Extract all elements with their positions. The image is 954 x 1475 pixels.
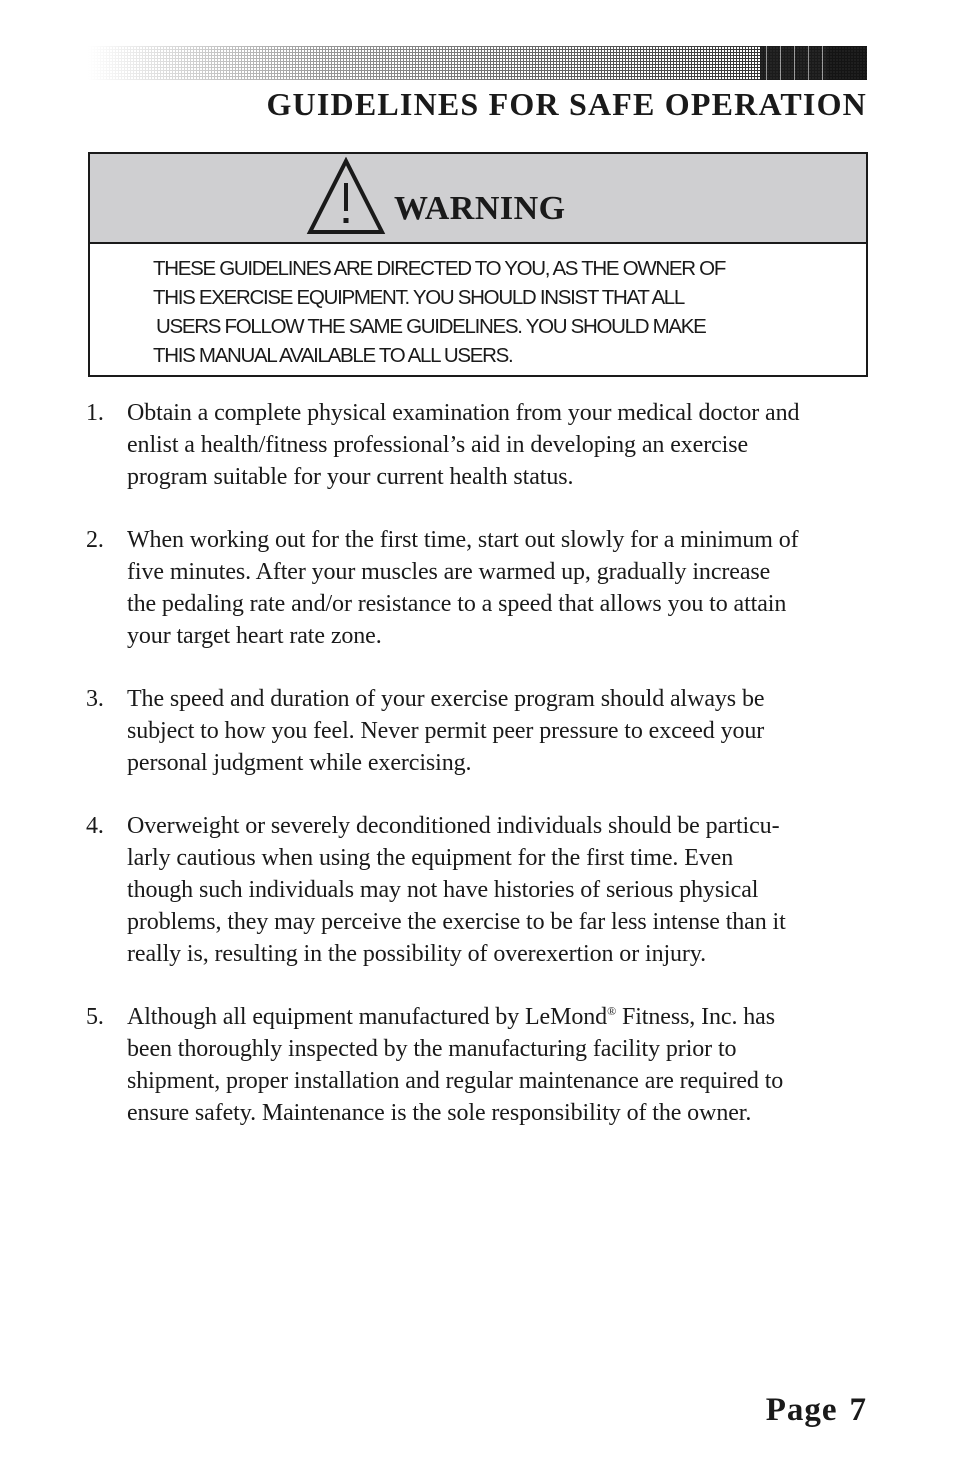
guideline-item (86, 397, 876, 493)
guideline-item (86, 683, 876, 779)
warning-triangle-icon (306, 157, 386, 235)
header-halftone-bar (88, 46, 867, 80)
guideline-line: ensure safety. Maintenance is the sole responsibility of the owner. (127, 1100, 752, 1126)
warning-line: THESE GUIDELINES ARE DIRECTED TO YOU, AS THE OWNER OF (153, 257, 726, 280)
guideline-line: really is, resulting in the possibility of overexertion or injury. (127, 941, 707, 967)
page-number (766, 1392, 867, 1429)
guideline-item (86, 524, 876, 652)
guideline-line: personal judgment while exercising. (127, 750, 472, 776)
guideline-line (127, 1001, 876, 1033)
registered-mark: ® (607, 1004, 617, 1018)
guideline-line: problems, they may perceive the exercise to be far less intense than it (127, 909, 786, 935)
guideline-item (86, 1001, 876, 1129)
guideline-line: shipment, proper installation and regular maintenance are required to (127, 1068, 784, 1094)
warning-title: WARNING (394, 190, 566, 227)
guideline-line: though such individuals may not have histories of serious physical (127, 877, 759, 903)
page-number-value: 7 (849, 1392, 867, 1428)
warning-line: THIS MANUAL AVAILABLE TO ALL USERS. (153, 344, 513, 367)
section-title: GUIDELINES FOR SAFE OPERATION (266, 86, 867, 122)
guideline-line: When working out for the first time, start out slowly for a minimum of (127, 527, 799, 553)
guideline-line: enlist a health/fitness professional’s aid in developing an exercise (127, 432, 749, 458)
guideline-line: program suitable for your current health status. (127, 464, 574, 490)
guideline-line: Obtain a complete physical examination from your medical doctor and (127, 400, 800, 426)
warning-line: THIS EXERCISE EQUIPMENT. YOU SHOULD INSIST THAT ALL (153, 286, 685, 309)
guideline-number: 2. (86, 527, 104, 553)
guideline-line: Overweight or severely deconditioned individuals should be particu- (127, 813, 780, 839)
guideline-text: Although all equipment manufactured by LeMond (127, 1004, 608, 1030)
page-label: Page (765, 1392, 838, 1428)
header-solid-bar (760, 46, 867, 80)
guideline-number: 1. (86, 400, 104, 426)
guideline-number: 5. (86, 1004, 104, 1030)
guideline-line: larly cautious when using the equipment for the first time. Even (127, 845, 734, 871)
guideline-line: the pedaling rate and/or resistance to a speed that allows you to attain (127, 591, 787, 617)
guideline-text: Fitness, Inc. has (616, 1004, 775, 1030)
warning-text (153, 254, 843, 370)
guideline-line: been thoroughly inspected by the manufacturing facility prior to (127, 1036, 737, 1062)
guideline-number: 3. (86, 686, 104, 712)
guideline-line: your target heart rate zone. (127, 623, 382, 649)
warning-header (90, 154, 866, 244)
guidelines-list (86, 397, 876, 1129)
guideline-line: The speed and duration of your exercise program should always be (127, 686, 765, 712)
warning-box (88, 152, 868, 377)
guideline-item (86, 810, 876, 970)
warning-line: USERS FOLLOW THE SAME GUIDELINES. YOU SHOULD MAKE (156, 315, 706, 338)
guideline-line: five minutes. After your muscles are warmed up, gradually increase (127, 559, 771, 585)
guideline-line: subject to how you feel. Never permit peer pressure to exceed your (127, 718, 765, 744)
guideline-number: 4. (86, 813, 104, 839)
